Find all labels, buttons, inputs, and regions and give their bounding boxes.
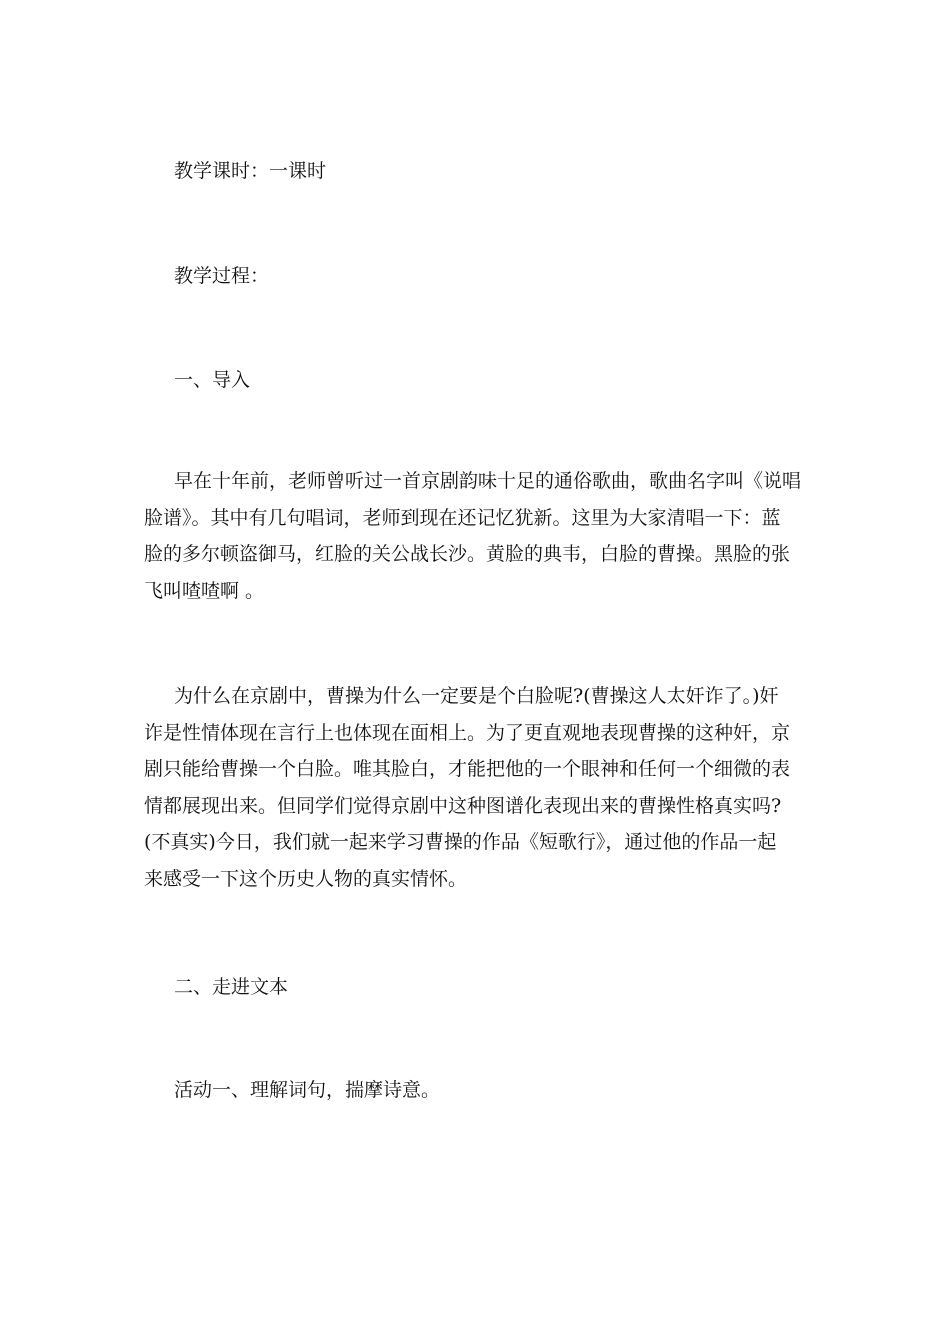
paragraph-line: 情都展现出来。但同学们觉得京剧中这种图谱化表现出来的曹操性格真实吗? — [144, 794, 782, 817]
paragraph-line: 脸谱》。其中有几句唱词，老师到现在还记忆犹新。这里为大家清唱一下：蓝 — [144, 506, 781, 529]
lesson-time: 教学课时：一课时 — [174, 160, 327, 182]
intro-paragraph — [144, 463, 804, 609]
section-heading-intro: 一、导入 — [174, 369, 251, 391]
paragraph-line: 剧只能给曹操一个白脸。唯其脸白，才能把他的一个眼神和任何一个细微的表 — [144, 758, 791, 780]
paragraph-line: 飞叫喳喳啊 。 — [144, 579, 265, 602]
section-heading-text: 二、走进文本 — [174, 976, 289, 998]
paragraph-line: 来感受一下这个历史人物的真实情怀。 — [144, 867, 468, 890]
paragraph-line: 诈是性情体现在言行上也体现在面相上。为了更直观地表现曹操的这种奸，京 — [144, 721, 791, 744]
paragraph-line: 脸的多尔顿盗御马，红脸的关公战长沙。黄脸的典韦，白脸的曹操。黑脸的张 — [144, 543, 791, 565]
paragraph-line: 早在十年前，老师曾听过一首京剧韵味十足的通俗歌曲，歌曲名字叫《说唱 — [174, 470, 802, 492]
activity-one-heading: 活动一、理解词句，揣摩诗意。 — [174, 1079, 441, 1101]
paragraph-line: 为什么在京剧中，曹操为什么一定要是个白脸呢?(曹操这人太奸诈了。)奸 — [174, 685, 779, 707]
paragraph-line: (不真实)今日，我们就一起来学习曹操的作品《短歌行》，通过他的作品一起 — [144, 831, 777, 853]
question-paragraph — [144, 678, 804, 897]
lesson-process-heading: 教学过程： — [174, 265, 270, 287]
